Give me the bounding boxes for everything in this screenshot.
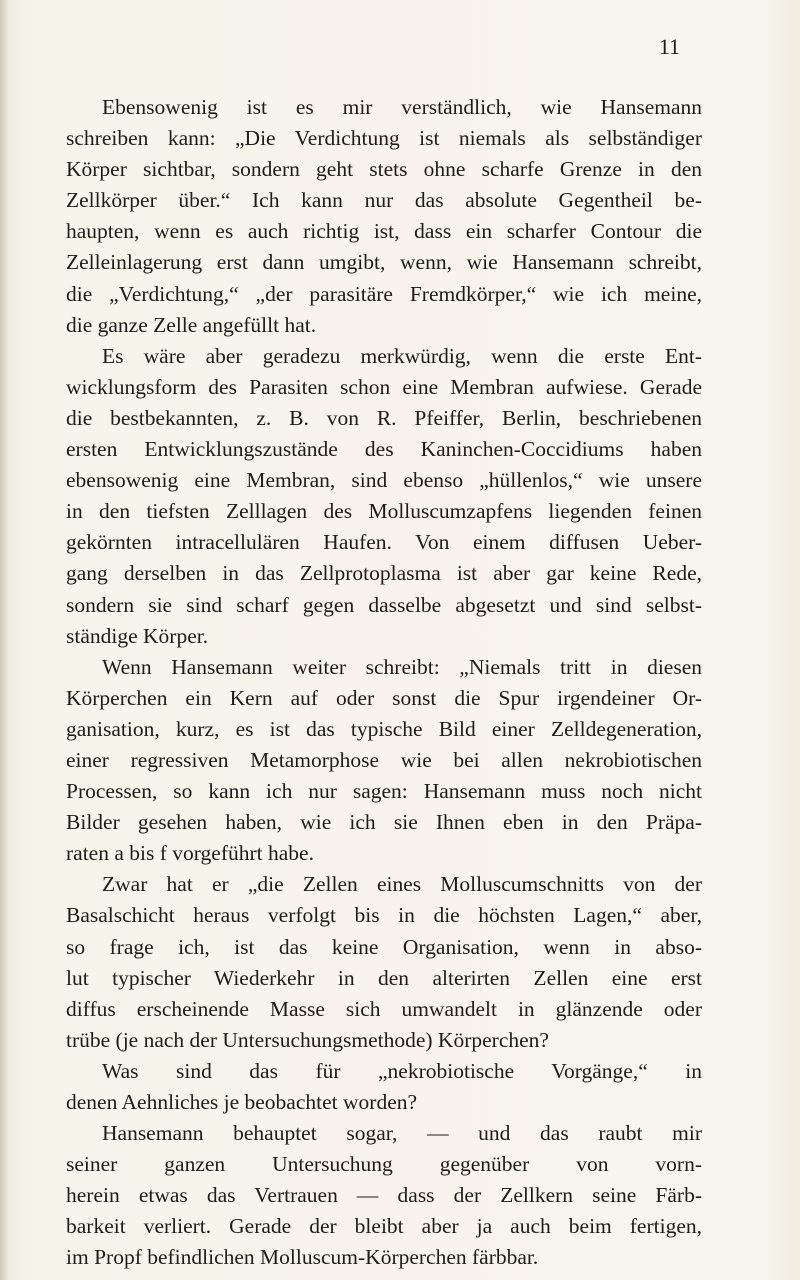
text-line: Bilder gesehen haben, wie ich sie Ihnen eben in den Präpa-	[66, 810, 702, 835]
text-line: Wenn Hansemann weiter schreibt: „Niemals tritt in diesen	[102, 654, 702, 679]
text-line: Was sind das für „nekrobiotische Vorgänge,“ in	[102, 1058, 702, 1083]
text-line: raten a bis f vorgeführt habe.	[66, 841, 314, 866]
text-line: sondern sie sind scharf gegen dasselbe abgesetzt und sind selbst-	[66, 592, 702, 617]
text-line: Körperchen ein Kern auf oder sonst die Spur irgendeiner Or-	[66, 685, 702, 710]
text-line: die ganze Zelle angefüllt hat.	[66, 312, 317, 337]
text-line: Körper sichtbar, sondern geht stets ohne scharfe Grenze in den	[66, 157, 702, 182]
text-line: Zwar hat er „die Zellen eines Molluscumschnitts von der	[102, 872, 702, 897]
text-line: Es wäre aber geradezu merkwürdig, wenn die erste Ent-	[102, 343, 702, 368]
text-line: barkeit verliert. Gerade der bleibt aber ja auch beim fertigen,	[66, 1214, 702, 1239]
body-text	[66, 92, 702, 1274]
text-line: haupten, wenn es auch richtig ist, dass ein scharfer Contour die	[66, 219, 702, 244]
text-line: Hansemann behauptet sogar, — und das raubt mir	[102, 1121, 702, 1146]
text-line: ganisation, kurz, es ist das typische Bild einer Zelldegeneration,	[66, 716, 702, 741]
text-line: die bestbekannten, z. B. von R. Pfeiffer, Berlin, beschriebenen	[66, 405, 702, 430]
text-line: gang derselben in das Zellprotoplasma ist aber gar keine Rede,	[66, 561, 702, 586]
text-line: in den tiefsten Zelllagen des Molluscumzapfens liegenden feinen	[66, 499, 702, 524]
text-line: wicklungsform des Parasiten schon eine Membran aufwiese. Gerade	[66, 374, 702, 399]
text-line: die „Verdichtung,“ „der parasitäre Fremdkörper,“ wie ich meine,	[66, 281, 702, 306]
text-line: ersten Entwicklungszustände des Kaninchen-Coccidiums haben	[66, 437, 702, 462]
text-line: Processen, so kann ich nur sagen: Hansemann muss noch nicht	[66, 779, 702, 804]
page-binding-edge	[0, 0, 8, 1280]
text-line: denen Aehnliches je beobachtet worden?	[66, 1090, 418, 1114]
text-line: Zelleinlagerung erst dann umgibt, wenn, wie Hansemann schreibt,	[66, 250, 702, 275]
text-line: gekörnten intracellulären Haufen. Von einem diffusen Ueber-	[66, 530, 702, 555]
text-line: Ebensowenig ist es mir verständlich, wie Hansemann	[102, 95, 702, 119]
text-line: schreiben kann: „Die Verdichtung ist niemals als selbständiger	[66, 126, 702, 151]
text-line: herein etwas das Vertrauen — dass der Zellkern seine Färb-	[66, 1183, 702, 1208]
text-line: im Propf befindlichen Molluscum-Körperchen färbbar.	[66, 1245, 539, 1270]
text-line: diffus erscheinende Masse sich umwandelt in glänzende oder	[66, 996, 702, 1021]
text-line: ständige Körper.	[66, 623, 209, 648]
text-line: so frage ich, ist das keine Organisation, wenn in abso-	[66, 934, 702, 959]
page-number: 11	[658, 34, 680, 59]
text-line: Basalschicht heraus verfolgt bis in die höchsten Lagen,“ aber,	[66, 903, 702, 928]
text-line: lut typischer Wiederkehr in den alterirten Zellen eine erst	[66, 965, 702, 990]
text-line: Zellkörper über.“ Ich kann nur das absolute Gegentheil be-	[66, 188, 702, 213]
text-line: einer regressiven Metamorphose wie bei allen nekrobiotischen	[66, 747, 702, 772]
text-line: ebensowenig eine Membran, sind ebenso „hüllenlos,“ wie unsere	[66, 468, 702, 493]
text-line: trübe (je nach der Untersuchungsmethode) Körperchen?	[66, 1027, 549, 1052]
text-line: seiner ganzen Untersuchung gegenüber von vorn-	[66, 1152, 702, 1177]
